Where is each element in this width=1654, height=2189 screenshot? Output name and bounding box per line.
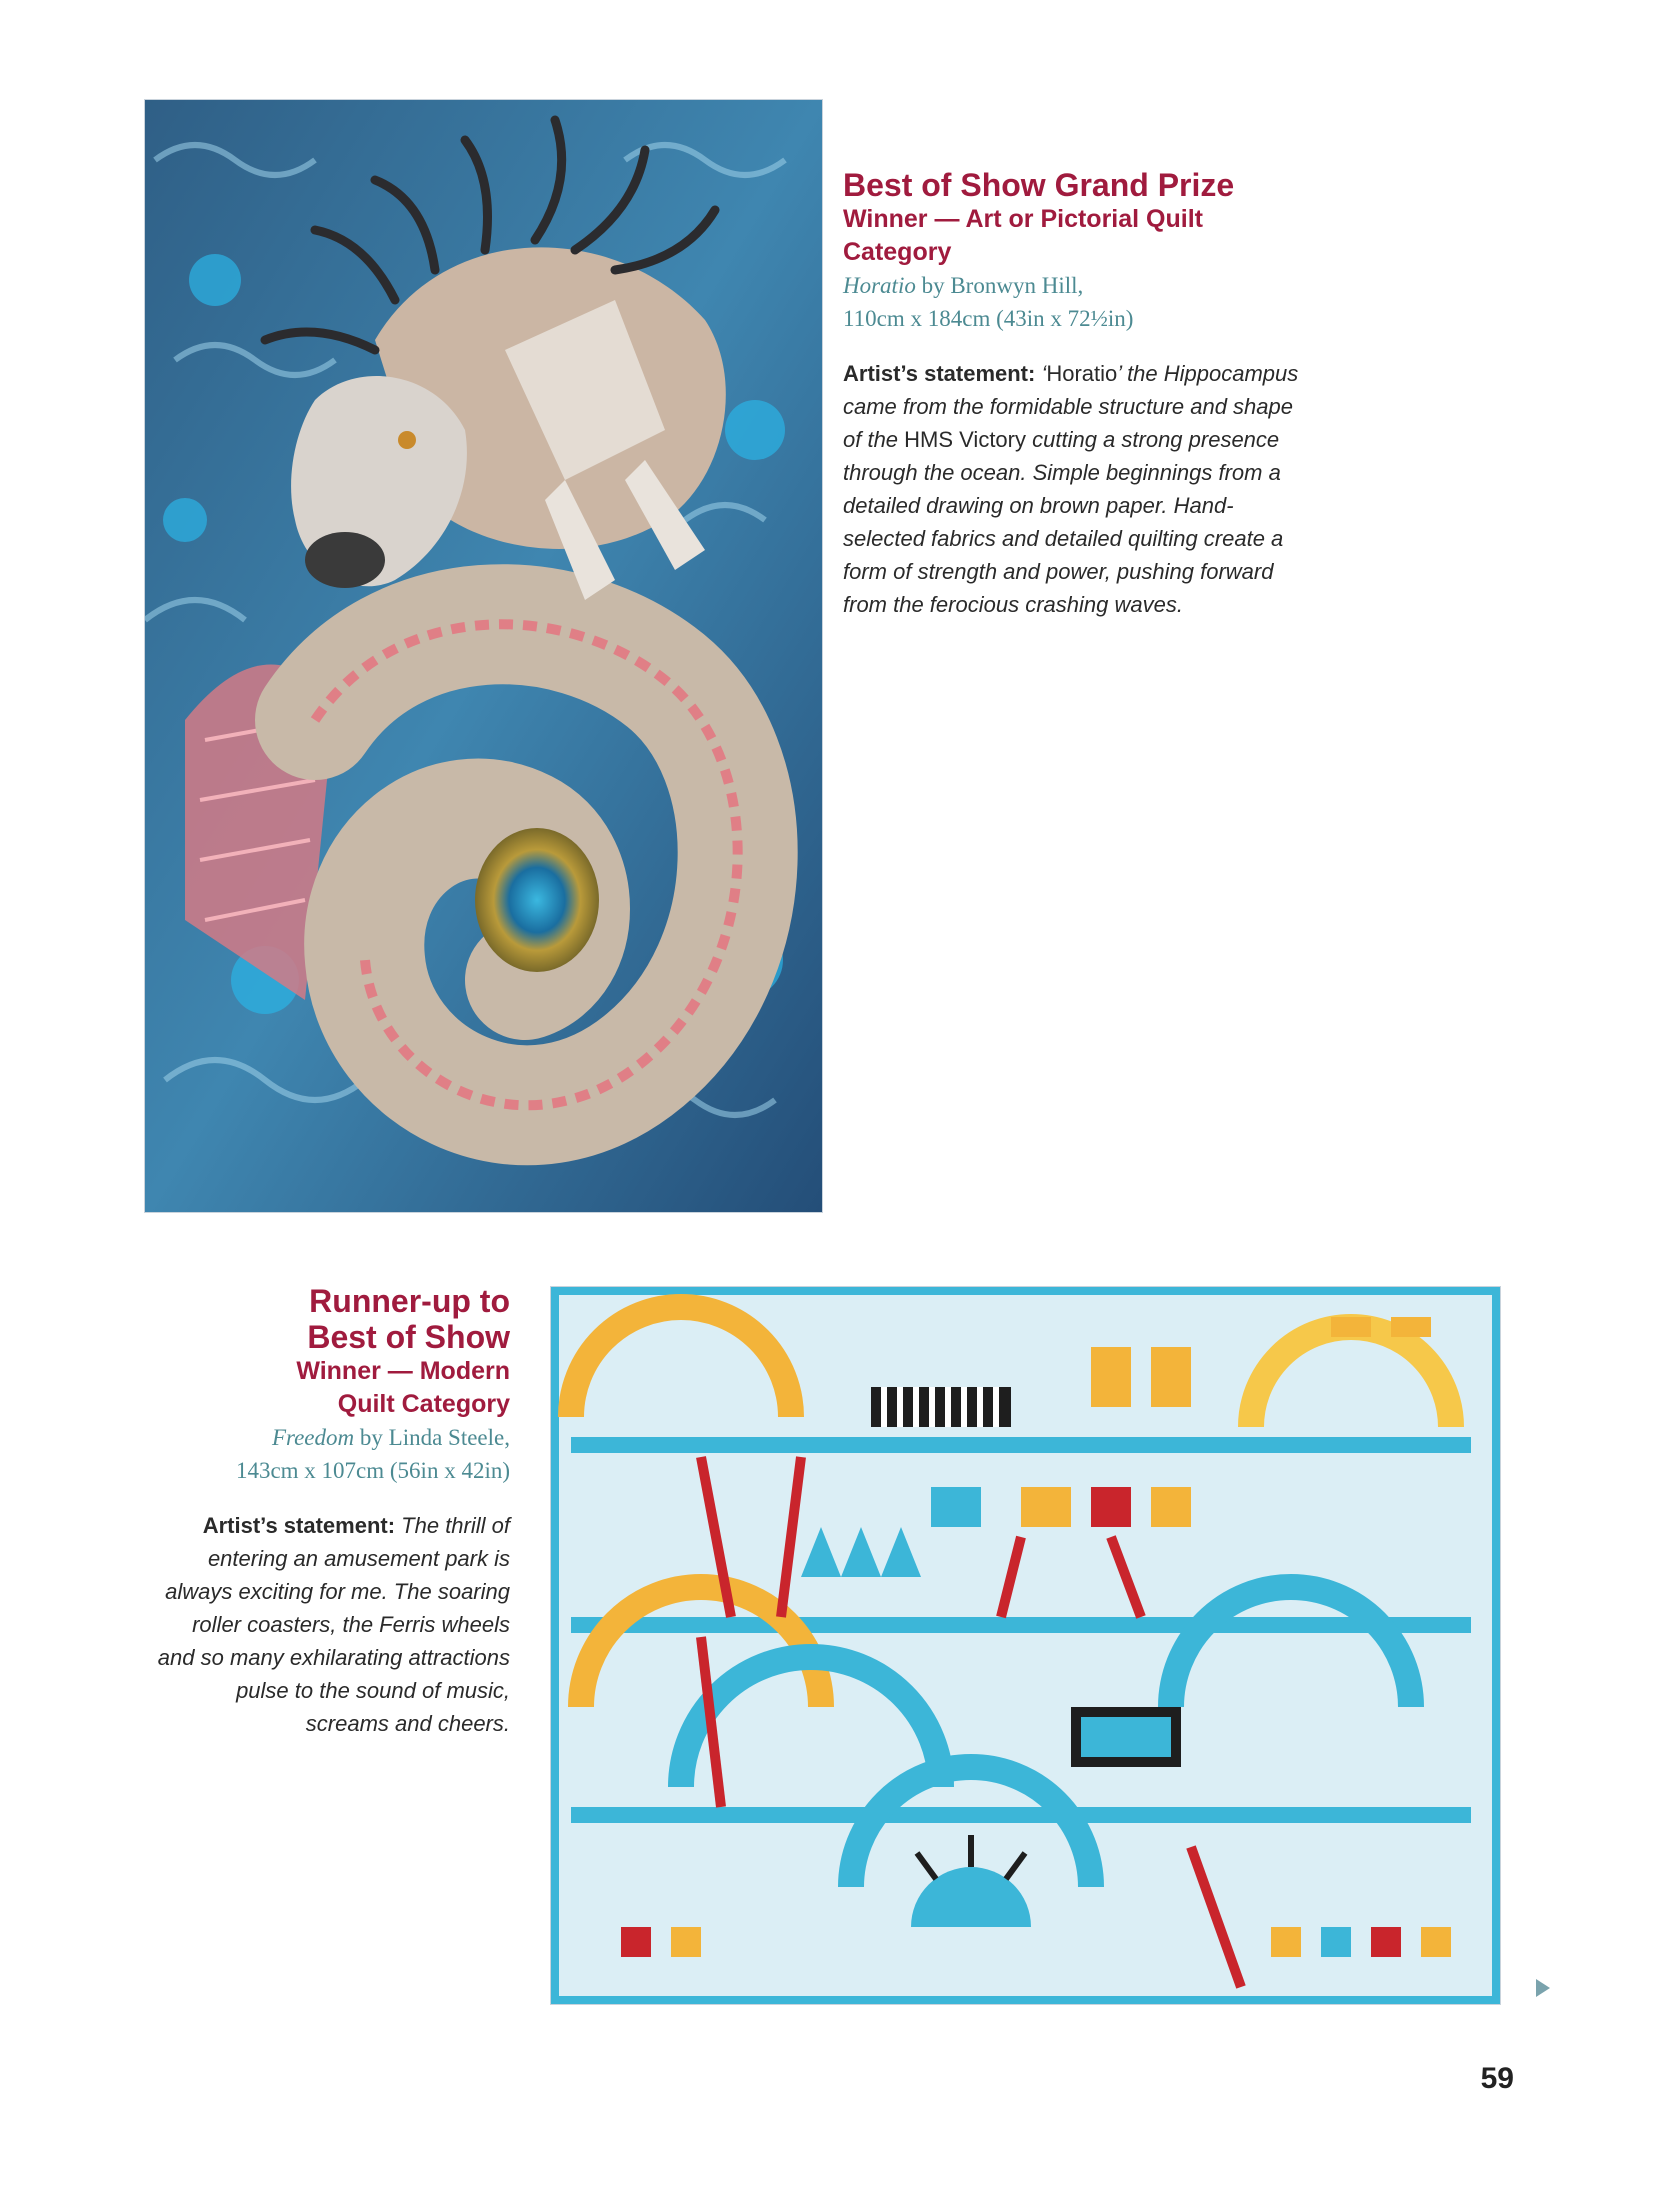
entry2-size: 143cm x 107cm (56in x 42in) [235, 1458, 510, 1483]
entry2-artist: by Linda Steele, [354, 1425, 510, 1450]
entry2-subtitle-line2: Quilt Category [337, 1390, 510, 1418]
entry2-statement [150, 1509, 510, 1740]
entry2-title-line2: Best of Show [307, 1319, 510, 1355]
entry2-work-title: Freedom [271, 1425, 355, 1450]
entry1-subtitle-line2: Category [843, 238, 952, 266]
entry1-subtitle-line1: Winner — Art or Pictorial Quilt [843, 205, 1203, 233]
entry1-title: Best of Show Grand Prize [843, 167, 1235, 203]
page-number: 59 [1480, 2062, 1514, 2095]
entry2-title-line1: Runner-up to [309, 1283, 510, 1319]
horatio-quilt-image [145, 100, 822, 1212]
entry1-statement: Artist’s statement: ‘Horatio’ the Hippocampus came from the formidable structure and shape of the HMS Victory cutting a strong presence through the ocean. Simple beginnings from a detailed drawing on brown paper. Hand-selected fabrics and detailed quilting create a form of strength and power, pushing forward from the ferocious crashing waves. [843, 361, 1299, 617]
next-page-arrow-icon[interactable] [1536, 1979, 1550, 1997]
entry1-size: 110cm x 184cm (43in x 72½in) [843, 306, 1134, 331]
entry1-caption [843, 167, 1303, 621]
entry2-subtitle-line1: Winner — Modern [296, 1357, 510, 1385]
entry1-credit [843, 269, 1303, 302]
entry1-work-title: Horatio [843, 273, 916, 298]
entry2-statement-label: Artist’s statement: [202, 1513, 396, 1538]
entry1-artist: by Bronwyn Hill, [915, 273, 1084, 298]
entry2-credit [150, 1421, 510, 1454]
entry2-statement-body: The thrill of entering an amusement park is always exciting for me. The soaring roller coasters, the Ferris wheels and so many exhilarating attractions pulse to the sound of music, screams and cheers. [157, 1513, 510, 1736]
freedom-quilt-image [551, 1287, 1500, 2004]
entry2-caption [150, 1283, 510, 1740]
entry1-statement-label: Artist’s statement: [843, 361, 1036, 386]
